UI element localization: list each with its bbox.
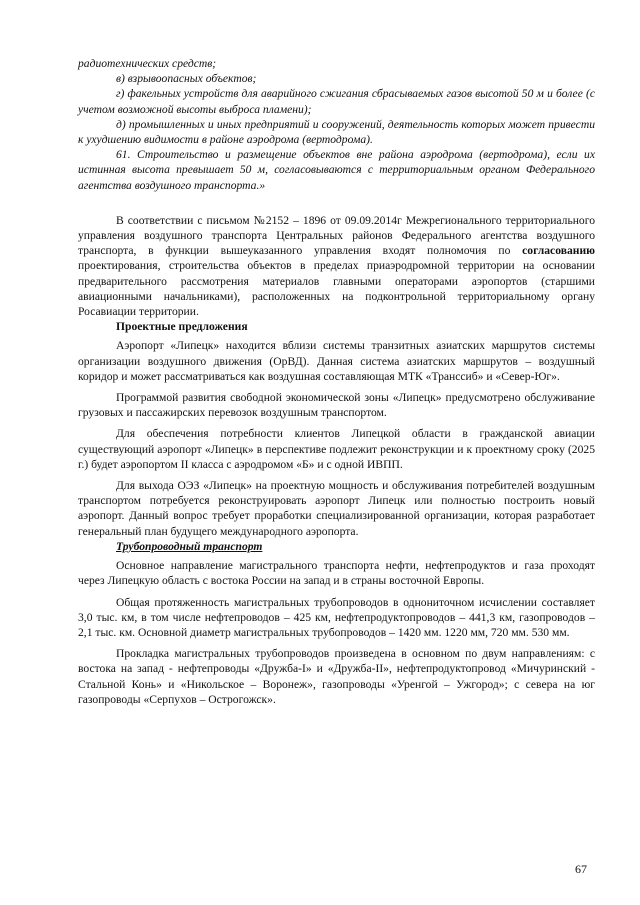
document-page: [78, 56, 595, 707]
letter-text-bold: согласованию: [522, 244, 595, 258]
quote-line: радиотехнических средств;: [78, 57, 217, 70]
proposals-paragraph: Для выхода ОЭЗ «Липецк» на проектную мощность и обслуживания потребителей воздушным транспортом потребуется реконструировать аэропорт Липецк или полностью построить новый аэропорт. Данный вопрос требует проработки специализированной организации, которая разработает генеральный план будущего международного аэропорта.: [78, 479, 595, 538]
pipeline-heading: Трубопроводный транспорт: [116, 539, 263, 553]
proposals-paragraph: Программой развития свободной экономической зоны «Липецк» предусмотрено обслуживание грузовых и пассажирских перевозок воздушным транспортом.: [78, 391, 595, 420]
proposals-paragraph: Аэропорт «Липецк» находится вблизи системы транзитных азиатских маршрутов системы организации воздушного движения (ОрВД). Данная система азиатских маршрутов – воздушный коридор и может рассматриваться как воздушная составляющая МТК «Транссиб» и «Север-Юг».: [78, 339, 595, 383]
pipeline-paragraph: Общая протяженность магистральных трубопроводов в однониточном исчислении составляет 3,0 тыс. км, в том числе нефтепроводов – 425 км, нефтепродуктопроводов – 441,3 км, газопроводов – 2,1 тыс. км. Основной диаметр магистральных трубопроводов – 1420 мм. 1220 мм, 720 мм. 530 мм.: [78, 595, 595, 639]
proposals-paragraph: Для обеспечения потребности клиентов Липецкой области в гражданской авиации существующий аэропорт «Липецк» в перспективе подлежит реконструкции и к проектному сроку (2025 г.) будет аэропортом II класса с аэродромом «Б» и с одной ИВПП.: [78, 427, 595, 471]
quote-item-d: д) промышленных и иных предприятий и сооружений, деятельность которых может привести к ухудшению видимости в районе аэродрома (вертодрома).: [78, 117, 595, 147]
page-number: 67: [575, 862, 587, 876]
letter-text-after: проектирования, строительства объектов в пределах приаэродромной территории на основании предварительного рассмотрения материалов главными операторами аэропортов (старшими авиационными начальниками), расположенных на подконтрольной территориальному органу Росавиации территории.: [78, 259, 595, 319]
pipeline-paragraph: Основное направление магистрального транспорта нефти, нефтепродуктов и газа проходят через Липецкую область с востока России на запад и в страны восточной Европы.: [78, 559, 595, 588]
letter-text-before: В соответствии с письмом №2152 – 1896 от 09.09.2014г Межрегионального территориального управления воздушного транспорта Центральных районов Федерального агентства воздушного транспорта, в функции вышеуказанного управления входят полномочия по: [78, 213, 595, 258]
quote-item-61: 61. Строительство и размещение объектов вне района аэродрома (вертодрома), если их истинная высота превышает 50 м, согласовываются с территориальным органом Федерального агентства воздушного транспорта.»: [78, 148, 595, 192]
pipeline-paragraph: Прокладка магистральных трубопроводов произведена в основном по двум направлениям: с востока на запад - нефтепроводы «Дружба-I» и «Дружба-II», нефтепродуктопровод «Мичуринский - Стальной Конь» и «Никольское – Воронеж», газопроводы «Уренгой – Ужгород»; с севера на юг газопроводы «Серпухов – Острогожск».: [78, 647, 595, 706]
quote-item-v: в) взрывоопасных объектов;: [116, 72, 257, 86]
quote-item-g: г) факельных устройств для аварийного сжигания сбрасываемых газов высотой 50 м и более (с учетом возможной высоты выброса пламени);: [78, 87, 595, 116]
letter-paragraph: [78, 213, 595, 319]
proposals-heading: Проектные предложения: [116, 320, 248, 334]
